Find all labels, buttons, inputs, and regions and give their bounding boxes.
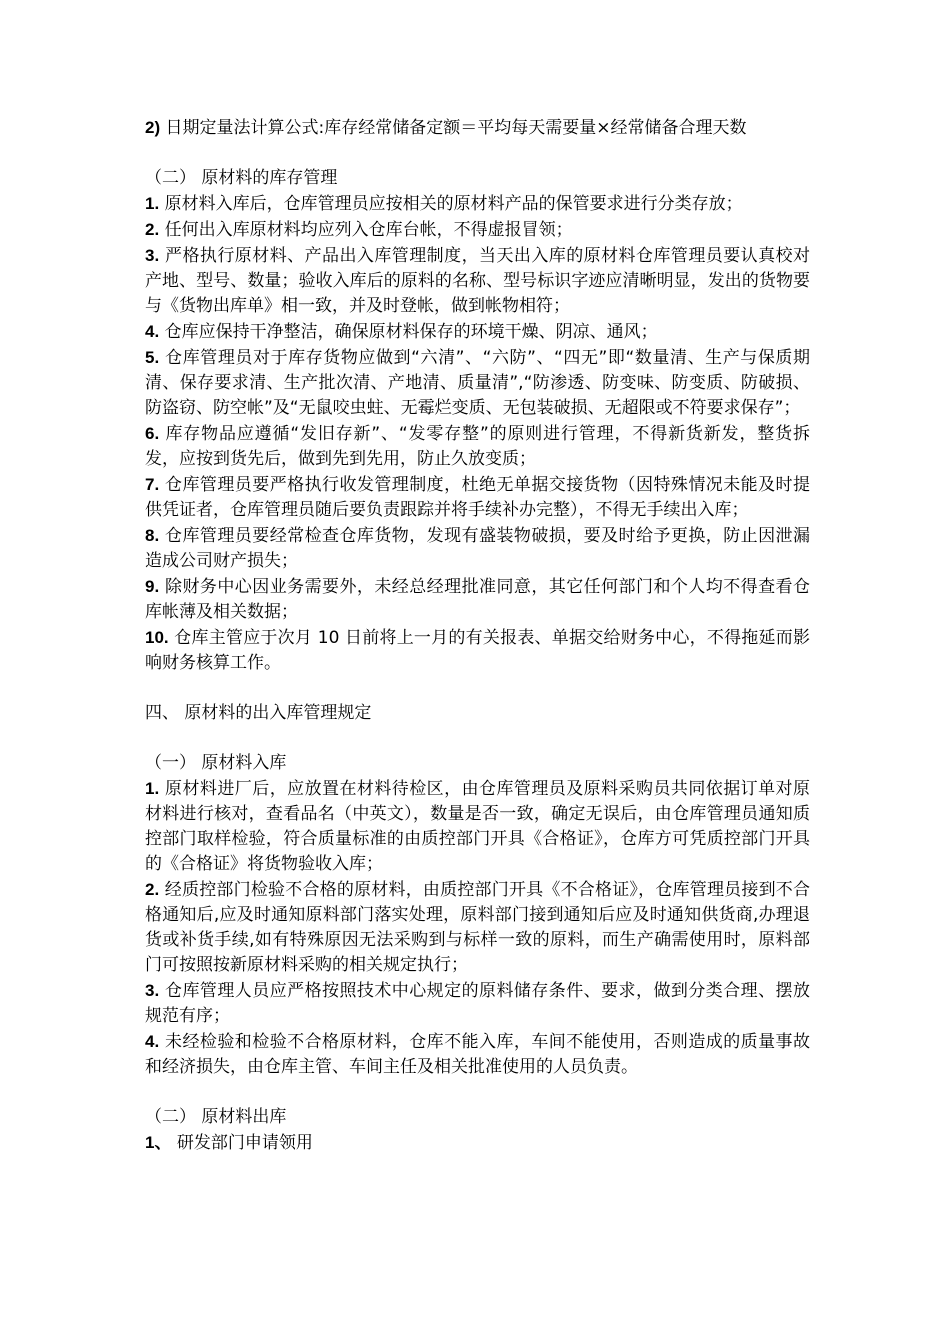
list-item bbox=[145, 472, 810, 523]
item-text: 日期定量法计算公式:库存经常储备定额＝平均每天需要量×经常储备合理天数 bbox=[160, 118, 747, 138]
item-text: 仓库管理员对于库存货物应做到“六清”、“六防”、“四无”即“数量清、生产与保质期清、保存要求清、生产批次清、产地清、质量清”,“防渗透、防变味、防变质、防破损、防盗窃、防空帐”及“无鼠咬虫蛀、无霉烂变质、无包装破损、无超限或不符要求保存”； bbox=[145, 348, 810, 418]
item-text: 仓库应保持干净整洁，确保原材料保存的环境干燥、阴凉、通风； bbox=[159, 322, 658, 342]
list-item bbox=[145, 243, 810, 319]
item-text: 库存物品应遵循“发旧存新”、“发零存整”的原则进行管理，不得新货新发，整货拆发，应按到货先后，做到先到先用，防止久放变质； bbox=[145, 424, 810, 469]
list-item bbox=[145, 319, 810, 345]
item-number: 6. bbox=[145, 424, 160, 443]
item-text: 经质控部门检验不合格的原材料，由质控部门开具《不合格证》，仓库管理员接到不合格通知后,应及时通知原料部门落实处理，原料部门接到通知后应及时通知供货商,办理退货或补货手续,如有特殊原因无法采购到与标样一致的原料，而生产确需使用时，原料部门可按照按新原材料采购的相关规定执行； bbox=[145, 880, 810, 975]
item-text: 研发部门申请领用 bbox=[171, 1133, 313, 1153]
item-text: 未经检验和检验不合格原材料，仓库不能入库，车间不能使用，否则造成的质量事故和经济损失，由仓库主管、车间主任及相关批准使用的人员负责。 bbox=[145, 1032, 810, 1077]
list-item bbox=[145, 574, 810, 625]
item-number: 3. bbox=[145, 246, 160, 265]
formula-paragraph bbox=[145, 115, 810, 141]
list-item bbox=[145, 877, 810, 978]
section-heading: （二） 原材料的库存管理 bbox=[145, 168, 338, 188]
item-text: 仓库管理员要严格执行收发管理制度，杜绝无单据交接货物（因特殊情况未能及时提供凭证者，仓库管理员随后要负责跟踪并将手续补办完整），不得无手续出入库； bbox=[145, 475, 810, 520]
item-number: 7. bbox=[145, 475, 160, 494]
item-number: 10. bbox=[145, 628, 169, 647]
inventory-list bbox=[145, 191, 810, 676]
item-number: 9. bbox=[145, 577, 160, 596]
list-item bbox=[145, 776, 810, 877]
list-item bbox=[145, 191, 810, 217]
list-item bbox=[145, 523, 810, 574]
item-text: 仓库主管应于次月 10 日前将上一月的有关报表、单据交给财务中心，不得拖延而影响财务核算工作。 bbox=[145, 628, 810, 673]
item-number: 5. bbox=[145, 348, 160, 367]
item-number: 4. bbox=[145, 322, 160, 341]
list-item bbox=[145, 1130, 810, 1156]
item-text: 严格执行原材料、产品出入库管理制度，当天出入库的原材料仓库管理员要认真校对产地、型号、数量；验收入库后的原料的名称、型号标识字迹应清晰明显，发出的货物要与《货物出库单》相一致，并及时登帐，做到帐物相符； bbox=[145, 246, 810, 316]
section-heading: 四、 原材料的出入库管理规定 bbox=[145, 703, 372, 723]
item-text: 原材料入库后，仓库管理员应按相关的原材料产品的保管要求进行分类存放； bbox=[159, 194, 743, 214]
item-number: 2. bbox=[145, 220, 160, 239]
item-number: 8. bbox=[145, 526, 160, 545]
list-item bbox=[145, 217, 810, 243]
item-text: 任何出入库原材料均应列入仓库台帐，不得虚报冒领； bbox=[159, 220, 573, 240]
item-text: 仓库管理人员应严格按照技术中心规定的原料储存条件、要求，做到分类合理、摆放规范有序； bbox=[145, 981, 810, 1026]
list-item bbox=[145, 978, 810, 1029]
outbound-list bbox=[145, 1130, 810, 1156]
item-number: 2) bbox=[145, 118, 161, 137]
list-item bbox=[145, 345, 810, 421]
item-text: 原材料进厂后，应放置在材料待检区，由仓库管理员及原料采购员共同依据订单对原材料进行核对，查看品名（中英文），数量是否一致，确定无误后，由仓库管理员通知质控部门取样检验，符合质量标准的由质控部门开具《合格证》，仓库方可凭质控部门开具的《合格证》将货物验收入库； bbox=[145, 779, 810, 874]
section-heading: （二） 原材料出库 bbox=[145, 1107, 287, 1127]
document-page bbox=[145, 115, 810, 1156]
item-number: 1. bbox=[145, 194, 160, 213]
item-number: 1、 bbox=[145, 1133, 172, 1152]
section-heading: （一） 原材料入库 bbox=[145, 753, 287, 773]
item-text: 除财务中心因业务需要外，未经总经理批准同意，其它任何部门和个人均不得查看仓库帐薄及相关数据； bbox=[145, 577, 810, 622]
item-text: 仓库管理员要经常检查仓库货物，发现有盛装物破损，要及时给予更换，防止因泄漏造成公司财产损失； bbox=[145, 526, 810, 571]
item-number: 2. bbox=[145, 880, 160, 899]
item-number: 4. bbox=[145, 1032, 160, 1051]
item-number: 3. bbox=[145, 981, 160, 1000]
list-item bbox=[145, 421, 810, 472]
list-item bbox=[145, 625, 810, 676]
list-item bbox=[145, 1029, 810, 1080]
item-number: 1. bbox=[145, 779, 160, 798]
inbound-list bbox=[145, 776, 810, 1080]
